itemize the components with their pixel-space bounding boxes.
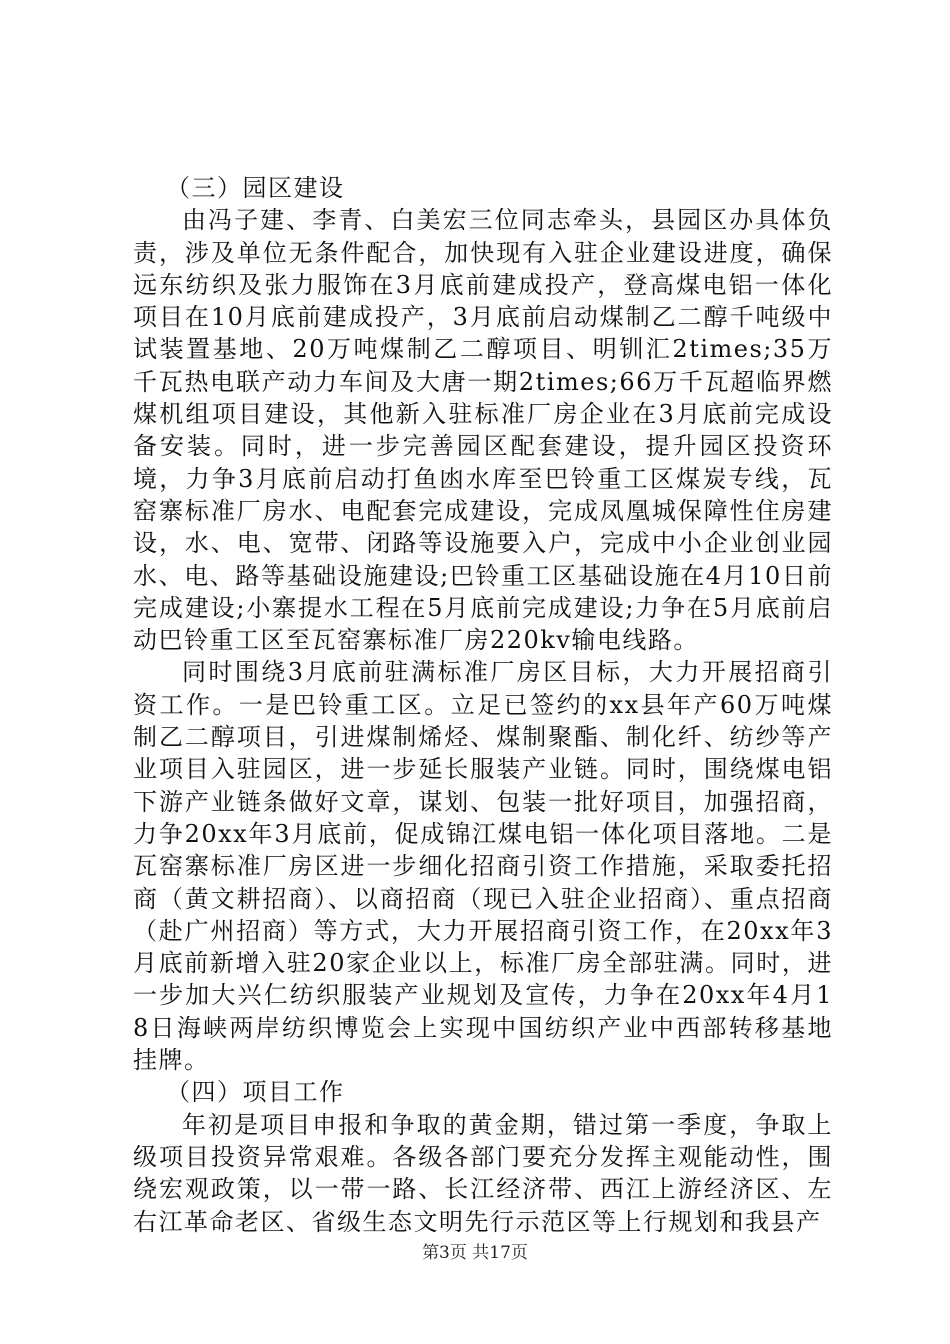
document-body [133, 172, 833, 1238]
page-number-footer: 第3页 共17页 [422, 1243, 528, 1263]
section-heading-project-work: （四）项目工作 [166, 1078, 345, 1107]
paragraph-project-work: 年初是项目申报和争取的黄金期，错过第一季度，争取上级项目投资异常艰难。各级各部门要充分发挥主观能动性，围绕宏观政策，以一带一路、长江经济带、西江上游经济区、左右江革命老区、省级生态文明先行示范区等上行规划和我县产 [133, 1110, 833, 1236]
paragraph-investment-attraction: 同时围绕3月底前驻满标准厂房区目标，大力开展招商引资工作。一是巴铃重工区。立足已签约的xx县年产60万吨煤制乙二醇项目，引进煤制烯烃、煤制聚酯、制化纤、纺纱等产业项目入驻园区，进一步延长服装产业链。同时，围绕煤电铝下游产业链条做好文章，谋划、包装一批好项目，加强招商，力争20xx年3月底前，促成锦江煤电铝一体化项目落地。二是瓦窑寨标准厂房区进一步细化招商引资工作措施，采取委托招商（黄文耕招商）、以商招商（现已入驻企业招商）、重点招商（赴广州招商）等方式，大力开展招商引资工作，在20xx年3月底前新增入驻20家企业以上，标准厂房全部驻满。同时，进一步加大兴仁纺织服装产业规划及宣传，力争在20xx年4月18日海峡两岸纺织博览会上实现中国纺织产业中西部转移基地挂牌。 [133, 658, 833, 1075]
section-heading-park-construction: （三）园区建设 [166, 174, 345, 202]
paragraph-park-construction: 由冯子建、李青、白美宏三位同志牵头，县园区办具体负责，涉及单位无条件配合，加快现有入驻企业建设进度，确保远东纺织及张力服饰在3月底前建成投产，登高煤电铝一体化项目在10月底前建成投产，3月底前启动煤制乙二醇千吨级中试装置基地、20万吨煤制乙二醇项目、明钏汇2times;35万千瓦热电联产动力车间及大唐一期2times;66万千瓦超临界燃煤机组项目建设，其他新入驻标准厂房企业在3月底前完成设备安装。同时，进一步完善园区配套建设，提升园区投资环境，力争3月底前启动打鱼凼水库至巴铃重工区煤炭专线，瓦窑寨标准厂房水、电配套完成建设，完成凤凰城保障性住房建设，水、电、宽带、闭路等设施要入户，完成中小企业创业园水、电、路等基础设施建设;巴铃重工区基础设施在4月10日前完成建设;小寨提水工程在5月底前完成建设;力争在5月底前启动巴铃重工区至瓦窑寨标准厂房220kv输电线路。 [133, 206, 833, 655]
